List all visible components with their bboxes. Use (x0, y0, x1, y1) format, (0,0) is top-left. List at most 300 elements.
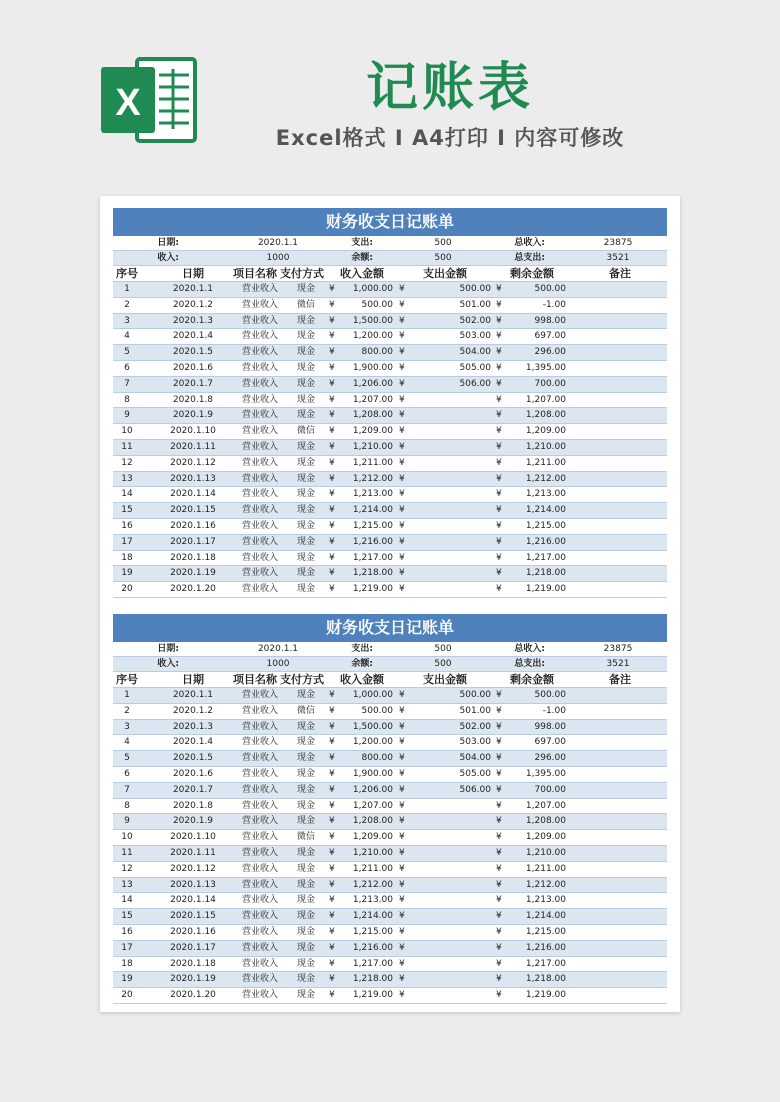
row-date: 2020.1.16 (170, 520, 216, 531)
row-income: 800.00 (361, 347, 393, 358)
row-income: 1,215.00 (352, 520, 393, 531)
row-number: 8 (124, 394, 130, 405)
row-expense: 500.00 (459, 690, 491, 700)
currency-symbol: ¥ (329, 505, 335, 516)
currency-symbol: ¥ (496, 816, 502, 827)
currency-symbol: ¥ (496, 847, 502, 858)
currency-symbol: ¥ (399, 847, 405, 858)
row-balance: 998.00 (534, 721, 566, 732)
excel-logo-icon (99, 55, 199, 145)
currency-symbol: ¥ (496, 441, 502, 452)
row-payment: 现金 (296, 584, 315, 595)
row-balance: 1,208.00 (525, 816, 566, 827)
date-value: 2020.1.1 (257, 644, 299, 654)
table-row (113, 814, 667, 830)
row-expense: 506.00 (459, 378, 491, 389)
table-row (113, 957, 667, 973)
table-row (113, 582, 667, 598)
row-number: 17 (121, 942, 133, 953)
currency-symbol: ¥ (399, 926, 405, 937)
currency-symbol: ¥ (329, 690, 335, 700)
row-balance: 500.00 (534, 284, 566, 294)
row-number: 12 (121, 863, 133, 874)
currency-symbol: ¥ (496, 505, 502, 516)
row-date: 2020.1.4 (172, 331, 214, 342)
currency-symbol: ¥ (329, 705, 335, 716)
row-payment: 现金 (296, 536, 315, 547)
column-header: 收入金额 (340, 267, 384, 280)
row-expense: 502.00 (459, 315, 491, 326)
currency-symbol: ¥ (329, 489, 335, 500)
date-label: 日期: (157, 644, 179, 654)
row-date: 2020.1.10 (170, 832, 216, 843)
currency-symbol: ¥ (399, 394, 405, 405)
column-header-row (113, 266, 667, 282)
currency-symbol: ¥ (496, 721, 502, 732)
currency-symbol: ¥ (496, 800, 502, 811)
currency-symbol: ¥ (329, 958, 335, 969)
income-label: 收入: (157, 253, 179, 263)
table-row (113, 440, 667, 456)
row-payment: 现金 (296, 505, 315, 516)
income-value: 1000 (266, 659, 290, 669)
row-item: 营业收入 (241, 394, 278, 405)
column-header: 项目名称 (233, 267, 277, 280)
row-balance: 1,213.00 (525, 489, 566, 500)
row-expense: 501.00 (459, 299, 491, 310)
row-balance: 1,208.00 (525, 410, 566, 421)
row-expense: 501.00 (459, 705, 491, 716)
currency-symbol: ¥ (329, 441, 335, 452)
row-number: 10 (121, 426, 133, 437)
currency-symbol: ¥ (399, 410, 405, 421)
row-income: 1,208.00 (352, 816, 393, 827)
currency-symbol: ¥ (399, 362, 405, 373)
row-number: 6 (124, 768, 130, 779)
row-balance: 1,214.00 (525, 911, 566, 922)
row-number: 17 (121, 536, 133, 547)
table-row (113, 704, 667, 720)
row-expense: 502.00 (459, 721, 491, 732)
row-number: 15 (121, 911, 133, 922)
row-income: 1,214.00 (352, 505, 393, 516)
currency-symbol: ¥ (496, 520, 502, 531)
row-item: 营业收入 (241, 753, 278, 764)
row-number: 2 (124, 299, 130, 310)
currency-symbol: ¥ (496, 473, 502, 484)
row-income: 500.00 (361, 705, 393, 716)
page-subtitle: Excel格式 I A4打印 I 内容可修改 (275, 126, 625, 150)
currency-symbol: ¥ (496, 457, 502, 468)
row-date: 2020.1.11 (170, 847, 216, 858)
row-number: 18 (121, 958, 133, 969)
row-payment: 现金 (296, 520, 315, 531)
row-item: 营业收入 (241, 315, 278, 326)
row-balance: 1,211.00 (525, 457, 566, 468)
row-item: 营业收入 (241, 768, 278, 779)
row-date: 2020.1.17 (170, 942, 216, 953)
row-number: 19 (121, 974, 133, 985)
total-income-label: 总收入: (514, 238, 545, 248)
currency-symbol: ¥ (496, 990, 502, 1001)
total-expense-value: 3521 (606, 659, 630, 669)
currency-symbol: ¥ (329, 536, 335, 547)
currency-symbol: ¥ (329, 816, 335, 827)
row-income: 1,218.00 (352, 568, 393, 579)
row-item: 营业收入 (241, 863, 278, 874)
row-date: 2020.1.9 (172, 410, 214, 421)
row-item: 营业收入 (241, 505, 278, 516)
currency-symbol: ¥ (399, 990, 405, 1001)
table-row (113, 941, 667, 957)
currency-symbol: ¥ (399, 768, 405, 779)
row-number: 1 (124, 690, 130, 700)
table-row (113, 282, 667, 298)
total-expense-label: 总支出: (514, 659, 545, 669)
row-date: 2020.1.14 (170, 895, 216, 906)
row-date: 2020.1.2 (172, 705, 214, 716)
currency-symbol: ¥ (399, 505, 405, 516)
row-item: 营业收入 (241, 489, 278, 500)
currency-symbol: ¥ (329, 473, 335, 484)
row-item: 营业收入 (241, 347, 278, 358)
row-date: 2020.1.8 (172, 394, 214, 405)
row-expense: 505.00 (459, 768, 491, 779)
row-income: 1,212.00 (352, 473, 393, 484)
svg-text:X: X (115, 82, 141, 124)
row-item: 营业收入 (241, 378, 278, 389)
table-row (113, 408, 667, 424)
currency-symbol: ¥ (329, 768, 335, 779)
row-income: 1,213.00 (352, 895, 393, 906)
row-item: 营业收入 (241, 457, 278, 468)
table-row (113, 767, 667, 783)
row-payment: 现金 (296, 942, 315, 953)
row-item: 营业收入 (241, 974, 278, 985)
expense-label: 支出: (351, 238, 373, 248)
row-income: 1,206.00 (352, 784, 393, 795)
currency-symbol: ¥ (496, 926, 502, 937)
currency-symbol: ¥ (329, 832, 335, 843)
currency-symbol: ¥ (399, 737, 405, 748)
table-row (113, 535, 667, 551)
row-item: 营业收入 (241, 520, 278, 531)
currency-symbol: ¥ (399, 457, 405, 468)
date-value: 2020.1.1 (257, 238, 299, 248)
row-income: 1,219.00 (352, 990, 393, 1001)
currency-symbol: ¥ (399, 315, 405, 326)
row-number: 16 (121, 926, 133, 937)
row-number: 19 (121, 568, 133, 579)
column-header: 项目名称 (233, 673, 277, 686)
expense-label: 支出: (351, 644, 373, 654)
row-date: 2020.1.18 (170, 958, 216, 969)
table-row (113, 551, 667, 567)
row-payment: 现金 (296, 926, 315, 937)
currency-symbol: ¥ (329, 863, 335, 874)
column-header: 备注 (609, 267, 631, 280)
table-row (113, 783, 667, 799)
currency-symbol: ¥ (329, 394, 335, 405)
currency-symbol: ¥ (496, 331, 502, 342)
page-title: 记账表 (365, 58, 534, 118)
income-label: 收入: (157, 659, 179, 669)
row-item: 营业收入 (241, 705, 278, 716)
table-row (113, 566, 667, 582)
row-number: 3 (124, 721, 130, 732)
row-number: 4 (124, 331, 130, 342)
row-income: 1,215.00 (352, 926, 393, 937)
row-income: 1,209.00 (352, 832, 393, 843)
table-row (113, 487, 667, 503)
row-expense: 505.00 (459, 362, 491, 373)
currency-symbol: ¥ (329, 879, 335, 890)
currency-symbol: ¥ (496, 753, 502, 764)
row-date: 2020.1.19 (170, 568, 216, 579)
row-item: 营业收入 (241, 584, 278, 595)
row-number: 14 (121, 895, 133, 906)
currency-symbol: ¥ (496, 895, 502, 906)
row-date: 2020.1.18 (170, 552, 216, 563)
currency-symbol: ¥ (329, 299, 335, 310)
document-header (0, 0, 780, 190)
row-item: 营业收入 (241, 426, 278, 437)
row-income: 1,900.00 (352, 768, 393, 779)
row-item: 营业收入 (241, 690, 278, 700)
currency-symbol: ¥ (329, 331, 335, 342)
currency-symbol: ¥ (399, 721, 405, 732)
currency-symbol: ¥ (329, 784, 335, 795)
row-payment: 现金 (296, 816, 315, 827)
row-balance: 296.00 (534, 753, 566, 764)
table-row (113, 972, 667, 988)
total-expense-label: 总支出: (514, 253, 545, 263)
row-item: 营业收入 (241, 895, 278, 906)
row-date: 2020.1.17 (170, 536, 216, 547)
row-balance: 1,212.00 (525, 879, 566, 890)
total-income-label: 总收入: (514, 644, 545, 654)
row-item: 营业收入 (241, 721, 278, 732)
currency-symbol: ¥ (496, 705, 502, 716)
total-income-value: 23875 (603, 238, 633, 248)
ledger-sheet (100, 196, 680, 1012)
row-balance: 1,219.00 (525, 584, 566, 595)
row-date: 2020.1.20 (170, 990, 216, 1001)
row-income: 1,500.00 (352, 315, 393, 326)
table-row (113, 988, 667, 1004)
currency-symbol: ¥ (329, 974, 335, 985)
currency-symbol: ¥ (496, 315, 502, 326)
row-income: 1,219.00 (352, 584, 393, 595)
row-item: 营业收入 (241, 832, 278, 843)
row-payment: 现金 (296, 768, 315, 779)
currency-symbol: ¥ (496, 784, 502, 795)
currency-symbol: ¥ (329, 378, 335, 389)
row-income: 500.00 (361, 299, 393, 310)
row-income: 1,216.00 (352, 536, 393, 547)
currency-symbol: ¥ (496, 863, 502, 874)
row-balance: 1,209.00 (525, 426, 566, 437)
row-expense: 504.00 (459, 347, 491, 358)
currency-symbol: ¥ (399, 784, 405, 795)
currency-symbol: ¥ (329, 895, 335, 906)
currency-symbol: ¥ (399, 552, 405, 563)
row-item: 营业收入 (241, 942, 278, 953)
row-payment: 现金 (296, 441, 315, 452)
currency-symbol: ¥ (399, 473, 405, 484)
row-number: 2 (124, 705, 130, 716)
ledger-title: 财务收支日记账单 (113, 614, 667, 642)
row-balance: -1.00 (542, 299, 566, 310)
row-income: 1,900.00 (352, 362, 393, 373)
row-item: 营业收入 (241, 331, 278, 342)
column-header: 支付方式 (280, 673, 324, 686)
currency-symbol: ¥ (399, 800, 405, 811)
row-payment: 现金 (296, 784, 315, 795)
row-date: 2020.1.13 (170, 879, 216, 890)
row-date: 2020.1.11 (170, 441, 216, 452)
currency-symbol: ¥ (399, 584, 405, 595)
row-item: 营业收入 (241, 552, 278, 563)
currency-symbol: ¥ (496, 584, 502, 595)
currency-symbol: ¥ (329, 847, 335, 858)
currency-symbol: ¥ (399, 895, 405, 906)
currency-symbol: ¥ (496, 974, 502, 985)
row-income: 1,200.00 (352, 737, 393, 748)
row-item: 营业收入 (241, 299, 278, 310)
row-payment: 微信 (296, 426, 315, 437)
row-item: 营业收入 (241, 847, 278, 858)
table-row (113, 735, 667, 751)
row-income: 1,214.00 (352, 911, 393, 922)
ledger-title: 财务收支日记账单 (113, 208, 667, 236)
row-date: 2020.1.19 (170, 974, 216, 985)
currency-symbol: ¥ (329, 721, 335, 732)
row-number: 7 (124, 784, 130, 795)
currency-symbol: ¥ (329, 926, 335, 937)
currency-symbol: ¥ (496, 568, 502, 579)
row-payment: 现金 (296, 863, 315, 874)
table-row (113, 345, 667, 361)
currency-symbol: ¥ (399, 331, 405, 342)
column-header: 支出金额 (423, 267, 467, 280)
row-expense: 506.00 (459, 784, 491, 795)
currency-symbol: ¥ (399, 441, 405, 452)
row-balance: 1,215.00 (525, 926, 566, 937)
currency-symbol: ¥ (399, 378, 405, 389)
row-payment: 现金 (296, 690, 315, 700)
row-date: 2020.1.7 (172, 784, 214, 795)
currency-symbol: ¥ (329, 911, 335, 922)
row-number: 10 (121, 832, 133, 843)
row-balance: 1,210.00 (525, 847, 566, 858)
row-payment: 现金 (296, 895, 315, 906)
row-income: 800.00 (361, 753, 393, 764)
row-number: 7 (124, 378, 130, 389)
row-income: 1,218.00 (352, 974, 393, 985)
currency-symbol: ¥ (496, 394, 502, 405)
table-row (113, 893, 667, 909)
currency-symbol: ¥ (496, 489, 502, 500)
row-number: 5 (124, 753, 130, 764)
row-date: 2020.1.1 (172, 284, 214, 294)
row-number: 8 (124, 800, 130, 811)
row-date: 2020.1.16 (170, 926, 216, 937)
currency-symbol: ¥ (399, 690, 405, 700)
column-header: 支出金额 (423, 673, 467, 686)
row-payment: 现金 (296, 958, 315, 969)
currency-symbol: ¥ (329, 362, 335, 373)
row-balance: 998.00 (534, 315, 566, 326)
row-balance: 1,212.00 (525, 473, 566, 484)
currency-symbol: ¥ (496, 347, 502, 358)
row-payment: 现金 (296, 347, 315, 358)
table-row (113, 298, 667, 314)
row-balance: 700.00 (534, 784, 566, 795)
currency-symbol: ¥ (329, 568, 335, 579)
currency-symbol: ¥ (496, 879, 502, 890)
row-payment: 现金 (296, 911, 315, 922)
row-number: 6 (124, 362, 130, 373)
row-number: 11 (121, 441, 133, 452)
row-payment: 现金 (296, 721, 315, 732)
row-income: 1,200.00 (352, 331, 393, 342)
row-expense: 503.00 (459, 737, 491, 748)
row-item: 营业收入 (241, 441, 278, 452)
row-item: 营业收入 (241, 926, 278, 937)
currency-symbol: ¥ (399, 942, 405, 953)
row-number: 18 (121, 552, 133, 563)
row-item: 营业收入 (241, 911, 278, 922)
row-number: 1 (124, 284, 130, 294)
row-date: 2020.1.9 (172, 816, 214, 827)
row-balance: 1,207.00 (525, 394, 566, 405)
currency-symbol: ¥ (399, 879, 405, 890)
row-balance: 1,218.00 (525, 974, 566, 985)
row-balance: 1,213.00 (525, 895, 566, 906)
row-payment: 现金 (296, 362, 315, 373)
row-income: 1,206.00 (352, 378, 393, 389)
row-payment: 微信 (296, 299, 315, 310)
balance-label: 余额: (351, 659, 373, 669)
expense-value: 500 (434, 644, 452, 654)
row-number: 13 (121, 879, 133, 890)
row-expense: 504.00 (459, 753, 491, 764)
row-balance: 1,218.00 (525, 568, 566, 579)
row-balance: 1,209.00 (525, 832, 566, 843)
currency-symbol: ¥ (399, 753, 405, 764)
row-number: 20 (121, 990, 133, 1001)
row-balance: 1,217.00 (525, 552, 566, 563)
row-payment: 现金 (296, 990, 315, 1001)
currency-symbol: ¥ (399, 974, 405, 985)
column-header: 日期 (182, 673, 204, 686)
row-income: 1,217.00 (352, 552, 393, 563)
row-number: 12 (121, 457, 133, 468)
currency-symbol: ¥ (329, 520, 335, 531)
row-balance: 1,216.00 (525, 536, 566, 547)
currency-symbol: ¥ (496, 362, 502, 373)
total-expense-value: 3521 (606, 253, 630, 263)
row-number: 9 (124, 410, 130, 421)
table-row (113, 472, 667, 488)
balance-value: 500 (434, 659, 452, 669)
column-header: 剩余金额 (510, 673, 554, 686)
table-row (113, 720, 667, 736)
column-header-row (113, 672, 667, 688)
row-income: 1,210.00 (352, 847, 393, 858)
summary-row (113, 642, 667, 657)
